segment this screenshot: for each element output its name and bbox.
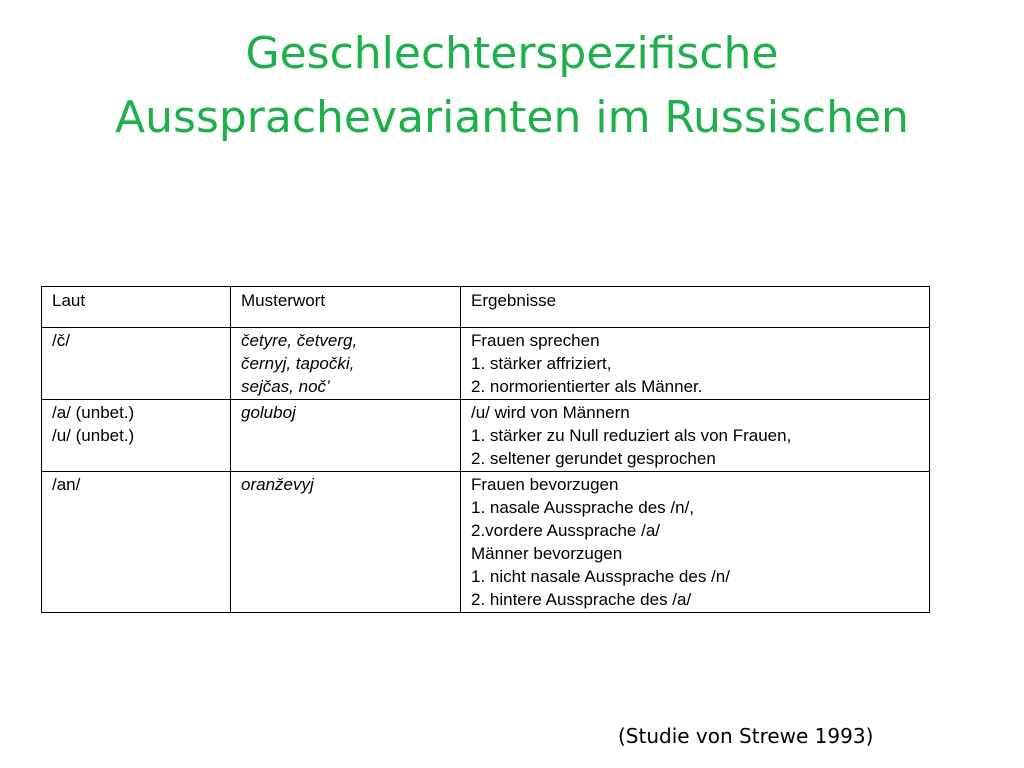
cell-line: Frauen sprechen [471, 331, 600, 350]
citation: (Studie von Strewe 1993) [618, 724, 874, 748]
cell-line: oranževyj [241, 475, 314, 494]
cell-line: Frauen bevorzugen [471, 475, 619, 494]
table-row [42, 400, 930, 472]
cell-laut [42, 472, 231, 613]
table-header-row [42, 287, 930, 328]
cell-musterwort [231, 328, 461, 400]
table-row [42, 472, 930, 613]
cell-line: 1. stärker zu Null reduziert als von Frauen, [471, 426, 792, 445]
cell-line: goluboj [241, 403, 296, 422]
cell-ergebnisse [461, 400, 930, 472]
slide-title [0, 22, 1024, 150]
slide-title-line-2: Aussprachevarianten im Russischen [115, 92, 909, 143]
table-row [42, 328, 930, 400]
cell-line: /a/ (unbet.) [52, 403, 135, 422]
cell-line: 1. nasale Aussprache des /n/, [471, 498, 695, 517]
header-musterwort: Musterwort [231, 287, 461, 328]
cell-laut [42, 400, 231, 472]
cell-musterwort [231, 400, 461, 472]
cell-line: Männer bevorzugen [471, 544, 623, 563]
header-laut: Laut [42, 287, 231, 328]
cell-line: černyj, tapočki, [241, 354, 355, 373]
cell-ergebnisse [461, 328, 930, 400]
cell-line: 2. normorientierter als Männer. [471, 377, 703, 396]
cell-musterwort [231, 472, 461, 613]
pronunciation-table [41, 286, 930, 613]
cell-line: 2. hintere Aussprache des /a/ [471, 590, 692, 609]
cell-line: /u/ wird von Männern [471, 403, 630, 422]
cell-line: 1. nicht nasale Aussprache des /n/ [471, 567, 730, 586]
header-ergebnisse: Ergebnisse [461, 287, 930, 328]
cell-line: 2. seltener gerundet gesprochen [471, 449, 716, 468]
cell-line: 2.vordere Aussprache /a/ [471, 521, 661, 540]
cell-line: /u/ (unbet.) [52, 426, 135, 445]
cell-line: /an/ [52, 475, 81, 494]
slide-title-line-1: Geschlechterspezifische [245, 28, 779, 79]
cell-line: 1. stärker affriziert, [471, 354, 612, 373]
cell-line: sejčas, noč’ [241, 377, 330, 396]
cell-ergebnisse [461, 472, 930, 613]
cell-line: /č/ [52, 331, 70, 350]
cell-laut [42, 328, 231, 400]
cell-line: četyre, četverg, [241, 331, 358, 350]
